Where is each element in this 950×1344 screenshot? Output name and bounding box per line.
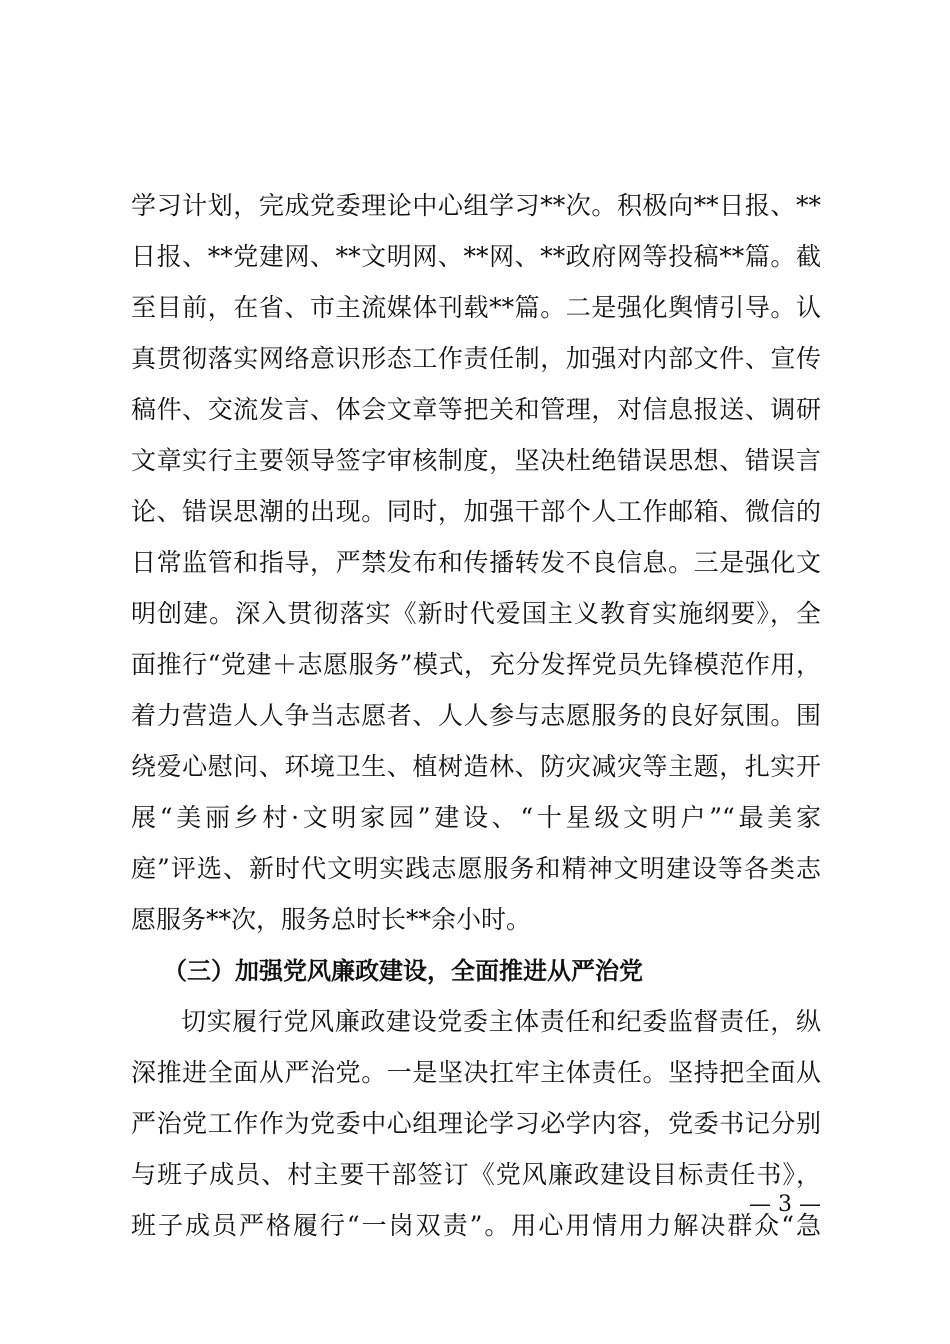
text-line: 论、错误思潮的出现。同时，加强干部个人工作邮箱、微信的: [131, 497, 821, 526]
text-line: 至目前，在省、市主流媒体刊载**篇。二是强化舆情引导。认: [131, 293, 821, 322]
text-line: 真贯彻落实网络意识形态工作责任制，加强对内部文件、宣传: [131, 344, 821, 373]
text-line: 深推进全面从严治党。一是坚决扛牢主体责任。坚持把全面从: [131, 1058, 821, 1087]
text-line: 绕爱心慰问、环境卫生、植树造林、防灾减灾等主题，扎实开: [131, 752, 821, 781]
text-line: 日常监管和指导，严禁发布和传播转发不良信息。三是强化文: [131, 548, 821, 577]
text-line: 切实履行党风廉政建设党委主体责任和纪委监督责任，纵: [181, 1007, 821, 1036]
body-text: [131, 180, 821, 1251]
text-line: 明创建。深入贯彻落实《新时代爱国主义教育实施纲要》，全: [131, 599, 821, 628]
paragraph-1: [131, 180, 821, 945]
text-line: 着力营造人人争当志愿者、人人参与志愿服务的良好氛围。围: [131, 701, 821, 730]
text-line: 庭”评选、新时代文明实践志愿服务和精神文明建设等各类志: [131, 854, 821, 883]
text-line: 愿服务**次，服务总时长**余小时。: [131, 905, 532, 934]
text-line: 班子成员严格履行“一岗双责”。用心用情用力解决群众“急: [131, 1211, 821, 1240]
text-line: 展“美丽乡村·文明家园”建设、“十星级文明户”“最美家: [131, 803, 821, 832]
section-heading: （三）加强党风廉政建设，全面推进从严治党: [163, 956, 643, 985]
paragraph-2: [131, 996, 821, 1251]
text-line: 学习计划，完成党委理论中心组学习**次。积极向**日报、**: [131, 191, 821, 220]
text-line: 面推行“党建＋志愿服务”模式，充分发挥党员先锋模范作用，: [131, 650, 821, 679]
text-line: 文章实行主要领导签字审核制度，坚决杜绝错误思想、错误言: [131, 446, 821, 475]
text-line: 严治党工作作为党委中心组理论学习必学内容，党委书记分别: [131, 1109, 821, 1138]
page-number: — 3 —: [749, 1192, 821, 1217]
text-line: 稿件、交流发言、体会文章等把关和管理，对信息报送、调研: [131, 395, 821, 424]
text-line: 日报、**党建网、**文明网、**网、**政府网等投稿**篇。截: [131, 242, 821, 271]
text-line: 与班子成员、村主要干部签订《党风廉政建设目标责任书》，: [131, 1160, 821, 1189]
